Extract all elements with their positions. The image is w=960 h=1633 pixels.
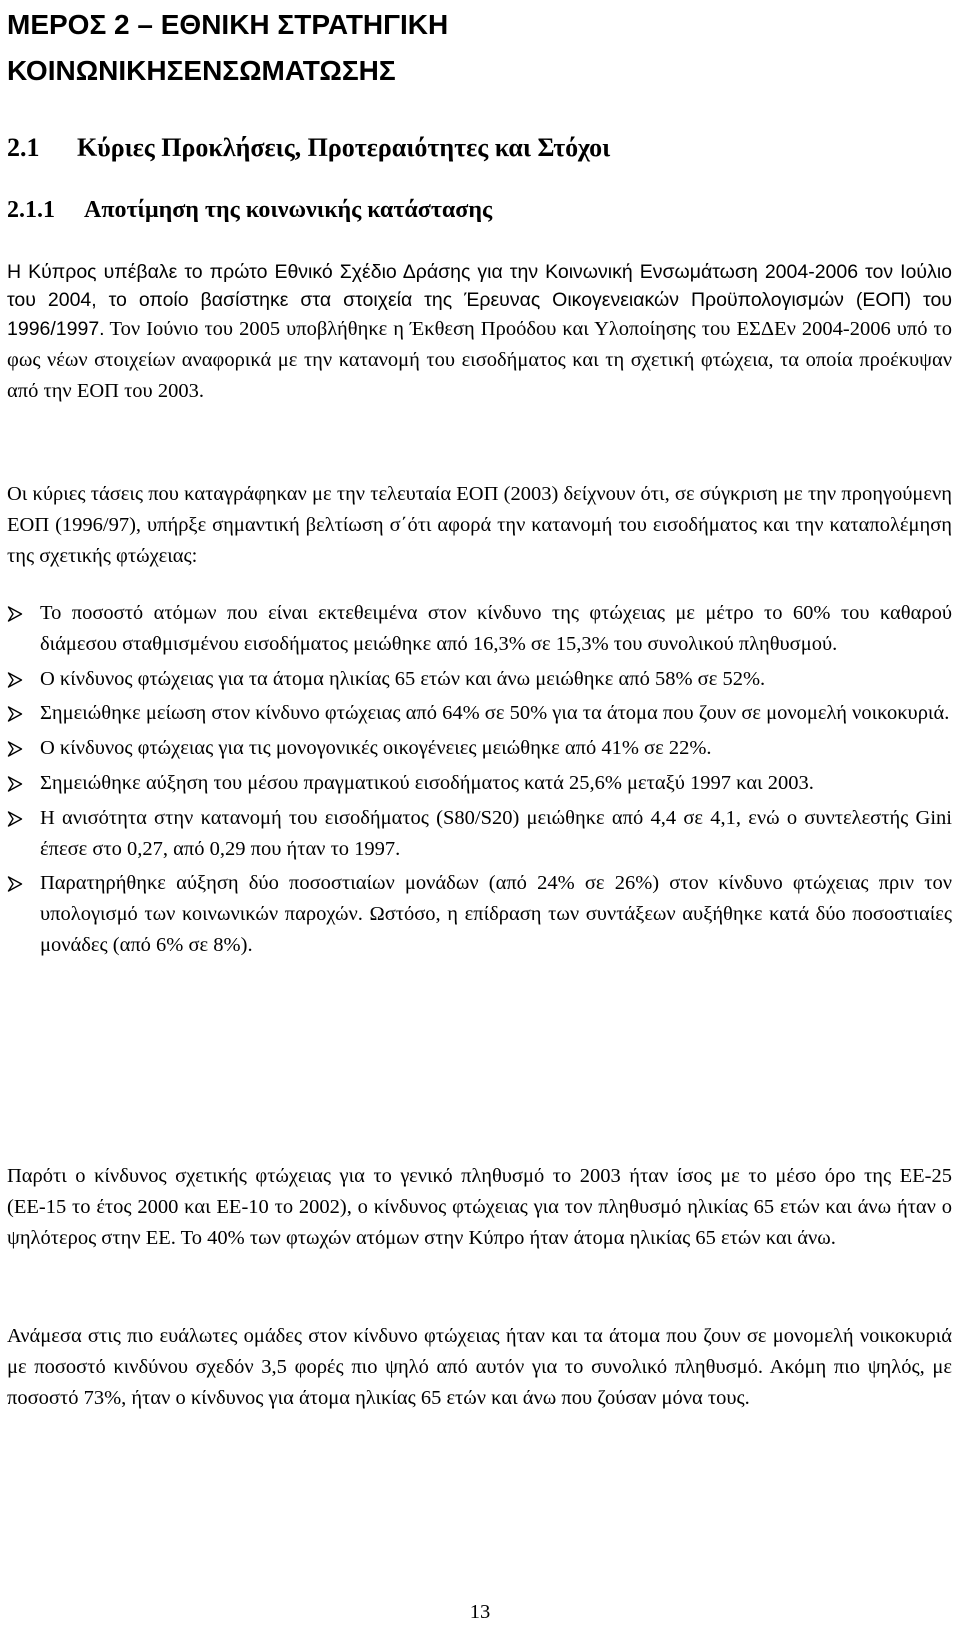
arrow-bullet-icon xyxy=(7,803,25,833)
section-number: 2.1 xyxy=(7,133,40,162)
part-title-line-2: ΚΟΙΝΩΝΙΚΗΣΕΝΣΩΜΑΤΩΣΗΣ xyxy=(7,55,396,86)
paragraph-3: Παρότι ο κίνδυνος σχετικής φτώχειας για το γενικό πληθυσμό το 2003 ήταν ίσος με το μέσο όρο της ΕΕ-25 (ΕΕ-15 το έτος 2000 και ΕΕ-10 το 2002), ο κίνδυνος φτώχειας για τον πληθυσμό ηλικίας 65 ετών και άνω ήταν ο ψηλότερος στην ΕΕ. Το 40% των φτωχών ατόμων στην Κύπρο ήταν άτομα ηλικίας 65 ετών και άνω. xyxy=(7,1165,952,1249)
subsection-number: 2.1.1 xyxy=(7,197,55,223)
list-item xyxy=(7,768,952,799)
list-item xyxy=(7,733,952,764)
section-title: Κύριες Προκλήσεις, Προτεραιότητες και Στόχοι xyxy=(77,133,611,162)
list-item-text: Το ποσοστό ατόμων που είναι εκτεθειμένα στον κίνδυνο της φτώχειας με μέτρο το 60% του καθαρού διάμεσου σταθμισμένου εισοδήματος μειώθηκε από 16,3% σε 15,3% του συνολικού πληθυσμού. xyxy=(40,602,952,655)
list-item-text: Παρατηρήθηκε αύξηση δύο ποσοστιαίων μονάδων (από 24% σε 26%) στον κίνδυνο φτώχειας πριν τον υπολογισμό των κοινωνικών παροχών. Ωστόσο, η επίδραση των συντάξεων αυξήθηκε κατά δύο ποσοστιαίες μονάδες (από 6% σε 8%). xyxy=(40,872,952,956)
list-item-text: Σημειώθηκε αύξηση του μέσου πραγματικού εισοδήματος κατά 25,6% μεταξύ 1997 και 2003. xyxy=(40,771,814,794)
list-item-text: Η ανισότητα στην κατανομή του εισοδήματος (S80/S20) μειώθηκε από 4,4 σε 4,1, ενώ ο συντελεστής Gini έπεσε στο 0,27, από 0,29 που ήταν το 1997. xyxy=(40,806,952,860)
arrow-bullet-icon xyxy=(7,868,25,898)
arrow-bullet-icon xyxy=(7,598,25,628)
subsection-heading xyxy=(7,193,492,227)
subsection-title: Αποτίμηση της κοινωνικής κατάστασης xyxy=(84,197,493,223)
arrow-bullet-icon xyxy=(7,768,25,798)
list-item xyxy=(7,803,952,865)
list-item-text: Ο κίνδυνος φτώχειας για τις μονογονικές οικογένειες μειώθηκε από 41% σε 22%. xyxy=(40,737,712,760)
paragraph-1-part-a: Η Κύπρος υπέβαλε το πρώτο Εθνικό Σχέδιο Δράσης για την Κοινωνική Ενσωμάτωση 2004-2006 τον Ιούλιο του 2004, το οποίο βασίστηκε στα στοιχεία της Έρευνας Οικογενειακών Προϋπολογισμών (ΕΟΠ) του 1996/1997. xyxy=(7,261,952,341)
list-item-text: Ο κίνδυνος φτώχειας για τα άτομα ηλικίας 65 ετών και άνω μειώθηκε από 58% σε 52%. xyxy=(40,667,766,690)
list-item-text: Σημειώθηκε μείωση στον κίνδυνο φτώχειας από 64% σε 50% για τα άτομα που ζουν σε μονομελή νοικοκυριά. xyxy=(40,702,950,725)
arrow-bullet-icon xyxy=(7,664,25,694)
findings-list xyxy=(7,598,952,965)
arrow-bullet-icon xyxy=(7,733,25,763)
paragraph-2: Οι κύριες τάσεις που καταγράφηκαν με την τελευταία ΕΟΠ (2003) δείχνουν ότι, σε σύγκριση με την προηγούμενη ΕΟΠ (1996/97), υπήρξε σημαντική βελτίωση σ΄ότι αφορά την κατανομή του εισοδήματος και την καταπολέμηση της σχετικής φτώχειας: xyxy=(7,483,952,567)
list-item xyxy=(7,664,952,695)
list-item xyxy=(7,868,952,960)
arrow-bullet-icon xyxy=(7,698,25,728)
list-item xyxy=(7,698,952,729)
paragraph-1 xyxy=(7,258,952,407)
paragraph-4: Ανάμεσα στις πιο ευάλωτες ομάδες στον κίνδυνο φτώχειας ήταν και τα άτομα που ζουν σε μονομελή νοικοκυριά με ποσοστό κινδύνου σχεδόν 3,5 φορές πιο ψηλό από αυτόν για το συνολικό πληθυσμό. Ακόμη πιο ψηλός, με ποσοστό 73%, ήταν ο κίνδυνος για άτομα ηλικίας 65 ετών και άνω που ζούσαν μόνα τους. xyxy=(7,1325,952,1409)
part-title xyxy=(7,2,448,94)
page-number: 13 xyxy=(469,1601,491,1623)
section-heading xyxy=(7,130,610,166)
part-title-line-1: ΜΕΡΟΣ 2 – ΕΘΝΙΚΗ ΣΤΡΑΤΗΓΙΚΗ xyxy=(7,9,449,40)
list-item xyxy=(7,598,952,660)
paragraph-1-part-b: Τον Ιούνιο του 2005 υποβλήθηκε η Έκθεση Προόδου και Υλοποίησης του ΕΣΔΕν 2004-2006 υπό το φως νέων στοιχείων αναφορικά με την κατανομή του εισοδήματος και τη σχετική φτώχεια, τα οποία προέκυψαν από την ΕΟΠ του 2003. xyxy=(7,318,953,402)
